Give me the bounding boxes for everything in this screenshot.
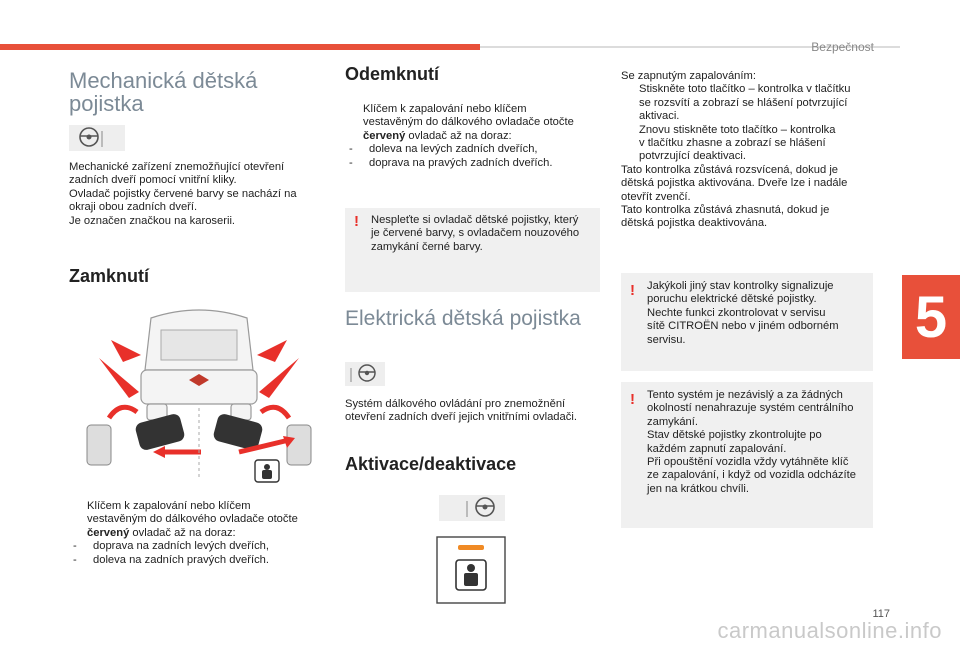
- section-label: Bezpečnost: [811, 40, 874, 54]
- text-line: Jakýkoli jiný stav kontrolky signalizuje: [647, 280, 834, 292]
- text-line: je červené barvy, s ovladačem nouzového: [371, 227, 580, 240]
- text-line: doprava na zadních levých dveřích,: [93, 540, 269, 553]
- text-line: dětská pojistka deaktivována.: [621, 217, 768, 230]
- steering-wheel-icon: [345, 362, 385, 386]
- text-fragment: ovladač až na doraz:: [129, 526, 236, 539]
- dash-marker: -: [349, 143, 353, 156]
- text-line: ze zapalování, i když od vozidla odcházíte: [647, 469, 856, 482]
- dash-item: [345, 143, 600, 156]
- electric-description: [345, 398, 577, 425]
- text-fragment: ovladač až na doraz:: [405, 129, 512, 142]
- bullet-item: [621, 83, 873, 123]
- dash-item: [69, 540, 319, 553]
- text-line: Stiskněte toto tlačítko – kontrolka v tlačítku: [639, 83, 851, 96]
- steering-wheel-icon: [439, 495, 505, 521]
- warning-box-fault: [621, 273, 873, 371]
- text-line: zadních dveří pomocí vnitřní kliky.: [69, 174, 237, 187]
- car-rear-child-lock-figure: [81, 300, 317, 485]
- text-line: servisu.: [647, 333, 686, 346]
- text-line: dětská pojistka aktivována. Dveře lze i nadále: [621, 177, 848, 190]
- text-line: doleva na levých zadních dveřích,: [369, 143, 538, 156]
- dash-marker: -: [349, 156, 353, 169]
- text-line: Nechte funkci zkontrolovat v servisu: [647, 306, 826, 319]
- text-line: otevřít zvenčí.: [621, 190, 691, 203]
- text-line: zamykání černé barvy.: [371, 240, 483, 253]
- text-line: Klíčem k zapalování nebo klíčem: [87, 500, 251, 512]
- warning-box-independent: [621, 382, 873, 528]
- activation-heading: Aktivace/deaktivace: [345, 454, 517, 474]
- text-line: sítě CITROËN nebo v jiném odborném: [647, 320, 839, 333]
- dash-marker: -: [73, 553, 77, 566]
- dash-item: [69, 554, 319, 567]
- unlock-heading: Odemknutí: [345, 64, 440, 84]
- text-line: Systém dálkového ovládání pro znemožnění: [345, 398, 566, 410]
- text-line: Tato kontrolka zůstává zhasnutá, dokud je: [621, 204, 830, 217]
- header-accent-bar: [0, 44, 480, 50]
- text-line: každém zapnutí zapalování.: [647, 442, 787, 455]
- emphasis-red: červený: [363, 129, 406, 142]
- text-line: Stav dětské pojistky zkontrolujte po: [647, 429, 822, 442]
- unlock-step: [345, 103, 600, 170]
- text-line: vestavěným do dálkového ovladače otočte: [87, 513, 298, 526]
- text-line: okraji obou zadních dveří.: [69, 201, 198, 214]
- dash-item: [345, 157, 600, 170]
- text-line: Tento systém je nezávislý a za žádných: [647, 389, 843, 401]
- chapter-tab[interactable]: 5: [902, 275, 960, 359]
- text-line: Mechanické zařízení znemožňující otevření: [69, 161, 285, 173]
- text-line: otevření zadních dveří jejich vnitřními ovladači.: [345, 411, 577, 424]
- warning-icon: !: [354, 213, 359, 230]
- warning-box-color: [345, 208, 600, 292]
- electric-lock-title: Elektrická dětská pojistka: [345, 307, 581, 330]
- text-line: vestavěným do dálkového ovladače otočte: [363, 116, 574, 129]
- text-line: jen na krátkou chvíli.: [647, 482, 749, 495]
- text-line: poruchu elektrické dětské pojistky.: [647, 293, 817, 306]
- text-line: v tlačítku zhasne a zobrazí se hlášení: [639, 137, 826, 150]
- text-line: [87, 527, 319, 540]
- text-line: aktivaci.: [639, 110, 680, 123]
- text-line: doprava na pravých zadních dveřích.: [369, 156, 553, 169]
- steering-wheel-icon: [69, 125, 125, 151]
- watermark: carmanualsonline.info: [717, 618, 942, 643]
- text-line: Znovu stiskněte toto tlačítko – kontrolka: [639, 123, 836, 136]
- activation-instructions: [621, 70, 873, 231]
- mechanical-intro: [69, 161, 297, 228]
- text-line: Ovladač pojistky červené barvy se nachází na: [69, 187, 297, 200]
- bullet-item: [345, 103, 600, 143]
- lock-heading: Zamknutí: [69, 266, 150, 286]
- bullet-item: [69, 500, 319, 540]
- text-line: Klíčem k zapalování nebo klíčem: [363, 103, 527, 115]
- text-line: se rozsvítí a zobrazí se hlášení potvrzující: [639, 96, 848, 109]
- text-line: zamykání.: [647, 415, 698, 428]
- text-line: [363, 130, 600, 143]
- lock-step: [69, 500, 319, 567]
- title-line: Mechanická dětská: [69, 68, 258, 93]
- text-line: Nespleťte si ovladač dětské pojistky, který: [371, 214, 579, 226]
- page-number: 117: [872, 608, 890, 620]
- warning-icon: !: [630, 282, 635, 299]
- text-line: Se zapnutým zapalováním:: [621, 70, 756, 82]
- text-line: potvrzující deaktivaci.: [639, 150, 746, 163]
- text-line: doleva na zadních pravých dveřích.: [93, 553, 269, 566]
- text-line: Tato kontrolka zůstává rozsvícená, dokud je: [621, 163, 839, 176]
- title-line: pojistka: [69, 91, 144, 116]
- child-lock-button-icon[interactable]: [436, 536, 506, 604]
- text-line: okolností nenahrazuje systém centrálního: [647, 402, 854, 415]
- mechanical-lock-title: [69, 69, 257, 115]
- text-line: Je označen značkou na karoserii.: [69, 214, 236, 227]
- text-line: Při opouštění vozidla vždy vytáhněte klíč: [647, 456, 849, 469]
- dash-marker: -: [73, 540, 77, 553]
- emphasis-red: červený: [87, 526, 130, 539]
- bullet-item: [621, 124, 873, 164]
- warning-icon: !: [630, 391, 635, 408]
